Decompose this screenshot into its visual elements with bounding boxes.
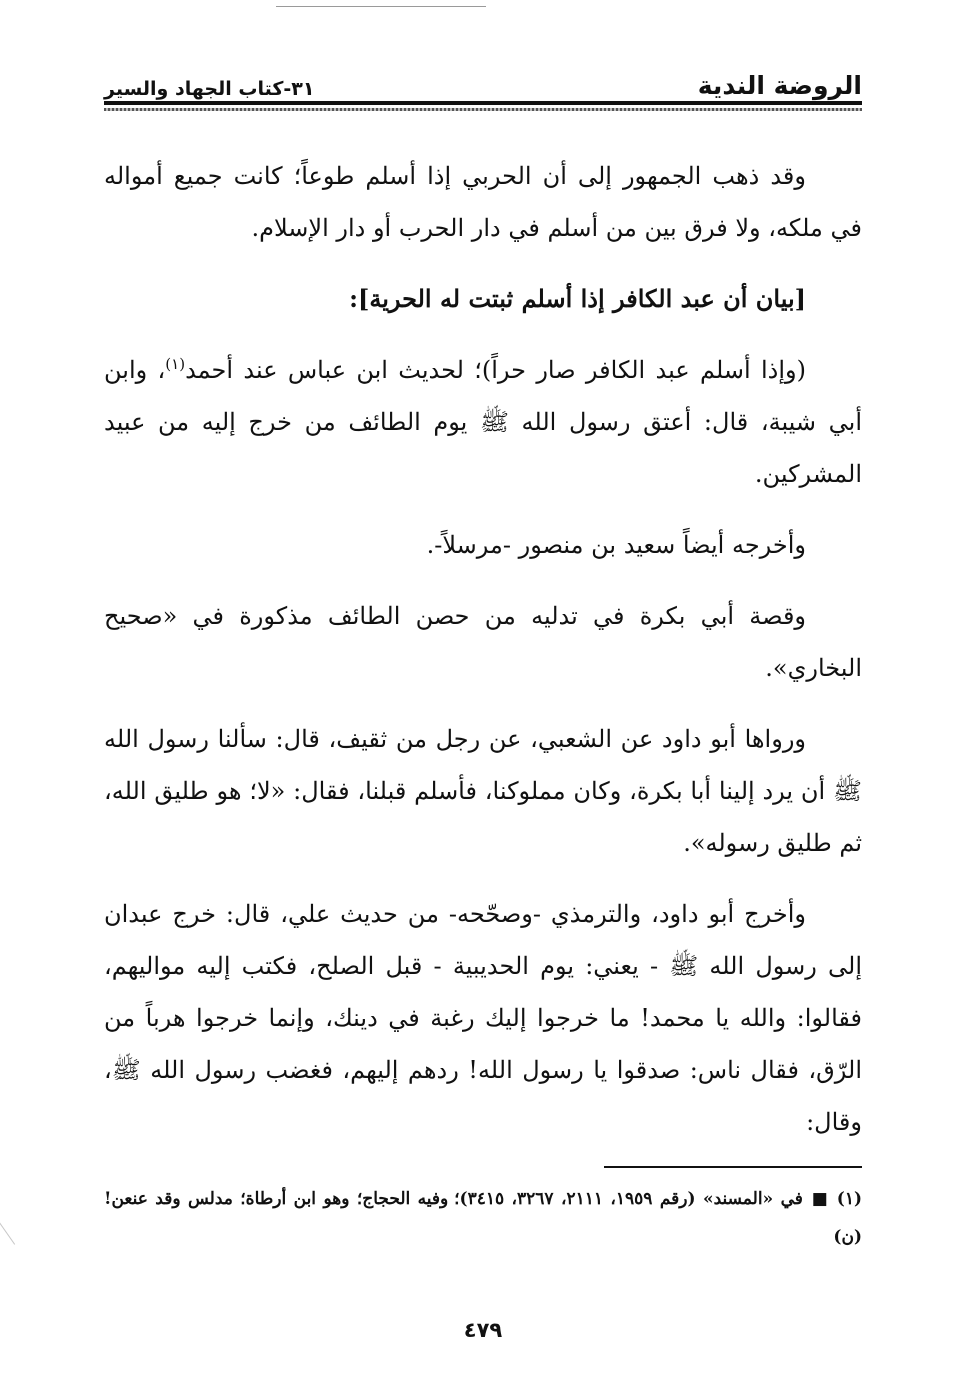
footnote xyxy=(104,1180,862,1256)
paragraph xyxy=(104,344,862,500)
paragraph: وقصة أبي بكرة في تدليه من حصن الطائف مذكورة في «صحيح البخاري». xyxy=(104,602,862,682)
footnote-marker: (١) ■ xyxy=(810,1189,863,1209)
paragraph: وأخرجه أيضاً سعيد بن منصور -مرسلاً-. xyxy=(426,531,806,559)
scan-edge-line xyxy=(396,6,482,8)
page-number: ٤٧٩ xyxy=(463,1318,503,1342)
paragraph: ورواها أبو داود عن الشعبي، عن رجل من ثقيف، قال: سألنا رسول الله ﷺ أن يرد إلينا أبا بكرة، وكان مملوكنا، فأسلم قبلنا، فقال: «لا؛ هو طليق الله، ثم طليق رسوله». xyxy=(104,725,862,857)
section-heading: [بيان أن عبد الكافر إذا أسلم ثبتت له الحرية]: xyxy=(349,284,806,313)
scan-artifact xyxy=(0,1209,30,1244)
main-text xyxy=(104,150,862,1167)
running-header xyxy=(104,66,862,100)
header-rule-dotted xyxy=(104,108,862,111)
header-rule xyxy=(104,101,862,105)
paragraph: وأخرج أبو داود، والترمذي -وصحّحه- من حديث علي، قال: خرج عبدان إلى رسول الله ﷺ - يعني: يوم الحديبية - قبل الصلح، فكتب إليه مواليهم، فقالوا: والله يا محمد! ما خرجوا إليك رغبة في دينك، وإنما خرجوا هرباً من الرّق، فقال ناس: صدقوا يا رسول الله! ردهم إليهم، فغضب رسول الله ﷺ، وقال: xyxy=(104,900,862,1136)
footnote-text: في «المسند» (رقم ١٩٥٩، ٢١١١، ٣٢٦٧، ٣٤١٥)؛ وفيه الحجاج؛ وهو ابن أرطاة؛ مدلس وقد عنعن! (ن) xyxy=(104,1189,862,1247)
chapter-title: ٣١-كتاب الجهاد والسير xyxy=(104,78,315,100)
paragraph-text: (وإذا أسلم عبد الكافر صار حراً)؛ لحديث ابن عباس عند أحمد xyxy=(185,356,806,384)
book-title: الروضة الندية xyxy=(697,71,862,100)
footnote-separator xyxy=(604,1166,862,1168)
footnote-reference: (١) xyxy=(165,355,186,373)
paragraph-text: ، وابن أبي شيبة، قال: أعتق رسول الله ﷺ يوم الطائف من خرج إليه من عبيد المشركين. xyxy=(104,356,862,488)
paragraph: وقد ذهب الجمهور إلى أن الحربي إذا أسلم طوعاً؛ كانت جميع أمواله في ملكه، ولا فرق بين من أسلم في دار الحرب أو دار الإسلام. xyxy=(104,162,862,242)
